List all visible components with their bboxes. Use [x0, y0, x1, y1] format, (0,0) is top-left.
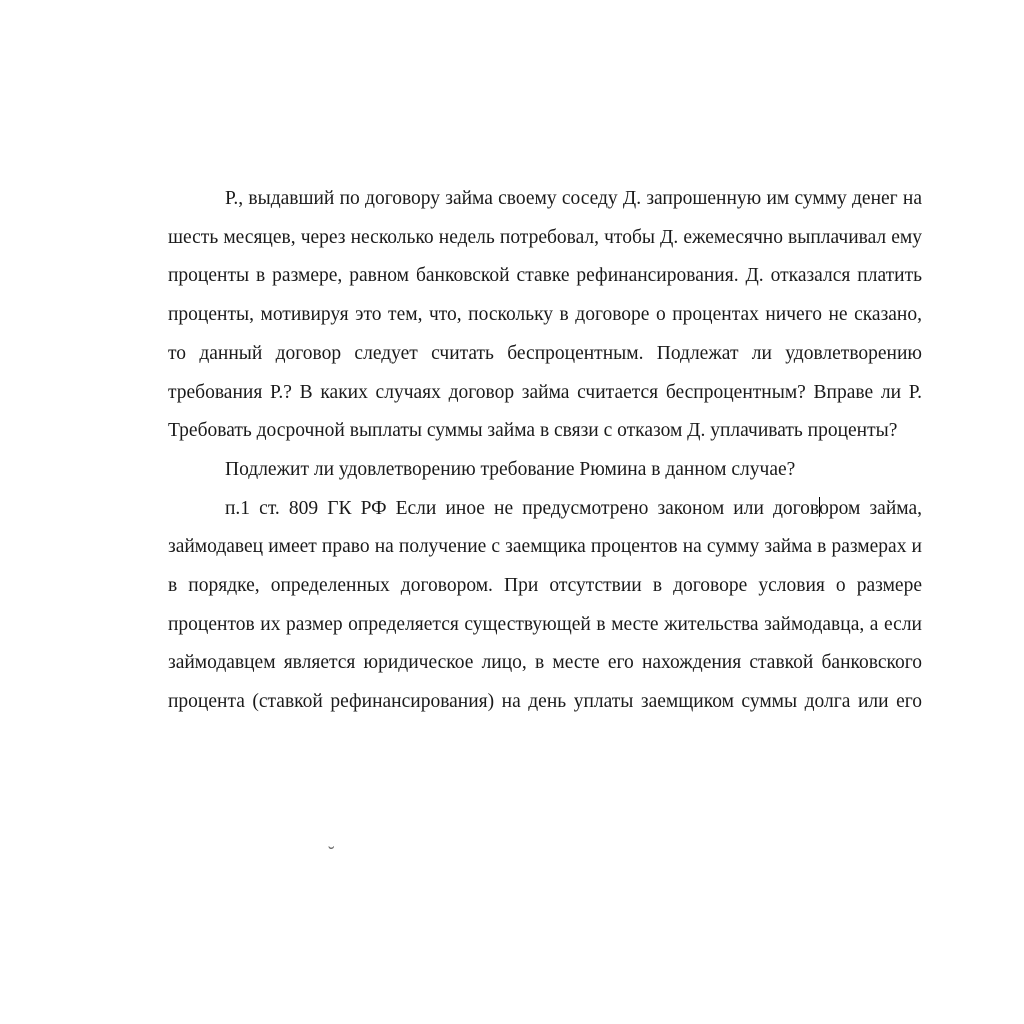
clipped-next-line — [168, 832, 922, 856]
article-text-end: ором займа, займодавец имеет право на получение с заемщика процентов на сумму займа в размерах и в порядке, определенных договором. При отсутствии в договоре условия о размере процентов их размер определяется существующей в месте жительства займодавца, а если займодавцем является юридическое лицо, в месте его нахождения ставкой банковского процента (ставкой рефинансирования) на день уплаты заемщиком суммы долга или его — [168, 497, 923, 713]
problem-paragraph: Р., выдавший по договору займа своему соседу Д. запрошенную им сумму денег на шесть месяцев, через несколько недель потребовал, чтобы Д. ежемесячно выплачивал ему проценты в размере, равном банковской ставке рефинансирования. Д. отказался платить проценты, мотивируя это тем, что, поскольку в договоре о процентах ничего не сказано, то данный договор следует считать беспроцентным. Подлежат ли удовлетворению требования Р.? В каких случаях договор займа считается беспроцентным? Вправе ли Р. Требовать досрочной выплаты суммы займа в связи с отказом Д. уплачивать проценты? — [168, 188, 922, 442]
article-paragraph — [168, 490, 922, 722]
clipped-text-fragment: ˘ — [328, 844, 335, 856]
article-text-start: п.1 ст. 809 ГК РФ Если иное не предусмотрено законом или догов — [225, 497, 820, 519]
question-paragraph: Подлежит ли удовлетворению требование Рюмина в данном случае? — [225, 458, 796, 480]
document-body[interactable] — [168, 180, 922, 722]
